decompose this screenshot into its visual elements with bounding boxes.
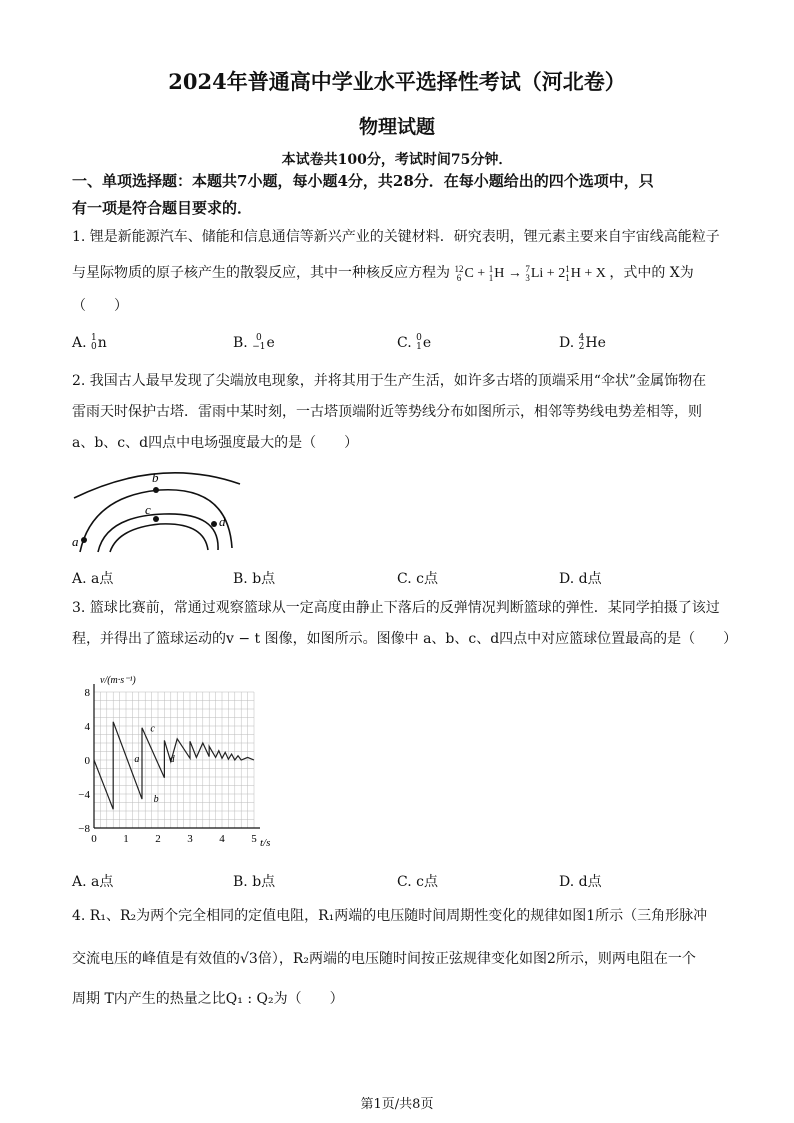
q2-line1: 2. 我国古人最早发现了尖端放电现象，并将其用于生产生活，如许多古塔的顶端采用“伞状”金属饰物在 bbox=[72, 373, 707, 389]
h-coefficient: 2 bbox=[558, 266, 566, 281]
q1-option-c[interactable]: C. 0 1e bbox=[397, 333, 432, 352]
section-heading-line1: 一、单项选择题：本题共7小题，每小题4分，共28分．在每小题给出的四个选项中，只 bbox=[72, 172, 654, 190]
vt-curve bbox=[94, 722, 254, 810]
point-labels bbox=[134, 724, 175, 806]
h-mass-number: 1 bbox=[488, 263, 494, 274]
q3-option-c[interactable]: C. c点 bbox=[397, 874, 438, 890]
y-tick-label: 8 bbox=[84, 687, 90, 699]
reaction-arrow: → bbox=[507, 266, 522, 281]
section-heading-line2: 有一项是符合题目要求的． bbox=[72, 199, 253, 217]
q1-line2-prefix: 与星际物质的原子核产生的散裂反应，其中一种核反应方程为 bbox=[72, 265, 450, 281]
x-axis-label: t/s bbox=[260, 837, 271, 849]
q1-bracket: （ ） bbox=[72, 298, 128, 314]
q3-option-b[interactable]: B. b点 bbox=[233, 874, 276, 890]
label-a: a bbox=[72, 534, 79, 549]
q4-line1: 4. R₁、R₂为两个完全相同的定值电阻，R₁两端的电压随时间周期性变化的规律如图1所示（三角形脉冲 bbox=[72, 908, 708, 924]
q4-line3: 周期 T内产生的热量之比Q₁ : Q₂为（ ） bbox=[72, 991, 344, 1007]
plus-sign-2: + bbox=[546, 266, 555, 281]
point-d bbox=[211, 521, 217, 527]
h2-mass-number: 1 bbox=[565, 263, 570, 274]
label-c: c bbox=[145, 502, 151, 517]
exam-title: 2024年普通高中学业水平选择性考试（河北卷） bbox=[168, 69, 626, 94]
x-tick-label: 3 bbox=[187, 833, 193, 845]
h-symbol: H bbox=[494, 266, 505, 281]
q2-line2: 雷雨天时保护古塔．雷雨中某时刻，一古塔顶端附近等势线分布如图所示，相邻等势线电势差相等，则 bbox=[72, 404, 702, 420]
q1-line2 bbox=[72, 264, 752, 283]
chart-ticks bbox=[78, 687, 257, 845]
x-tick-label: 4 bbox=[219, 833, 225, 845]
q1-option-b[interactable]: B. 0 −1e bbox=[233, 333, 275, 352]
plus-sign: + bbox=[477, 266, 486, 281]
point-a bbox=[81, 537, 87, 543]
x-tick-label: 1 bbox=[123, 833, 129, 845]
q1-line2-suffix: ，式中的 X为 bbox=[609, 265, 694, 281]
y-tick-label: −4 bbox=[78, 789, 90, 801]
h2-atomic-number: 1 bbox=[565, 272, 570, 283]
y-axis-label: v/(m·s⁻¹) bbox=[100, 675, 136, 686]
y-tick-label: −8 bbox=[78, 823, 90, 835]
subject-title: 物理试题 bbox=[358, 116, 435, 138]
li-mass-number: 7 bbox=[525, 263, 530, 274]
x-symbol: X bbox=[595, 266, 606, 281]
page-number: 第1页/共8页 bbox=[360, 1097, 434, 1112]
y-tick-label: 0 bbox=[84, 755, 90, 767]
q1-line1: 1. 锂是新能源汽车、储能和信息通信等新兴产业的关键材料．研究表明，锂元素主要来自宇宙线高能粒子 bbox=[72, 229, 720, 245]
point-label-c: c bbox=[150, 723, 155, 735]
label-b: b bbox=[152, 470, 159, 485]
c-mass-number: 12 bbox=[454, 263, 464, 274]
q2-option-c[interactable]: C. c点 bbox=[397, 571, 438, 587]
h-atomic-number: 1 bbox=[488, 272, 494, 283]
q3-option-d[interactable]: D. d点 bbox=[559, 874, 602, 890]
nuclear-equation bbox=[454, 263, 609, 283]
c-symbol: C bbox=[464, 266, 474, 281]
x-tick-label: 5 bbox=[251, 833, 257, 845]
point-label-a: a bbox=[134, 754, 140, 766]
li-symbol: Li bbox=[530, 266, 544, 281]
h2-symbol: H bbox=[570, 266, 581, 281]
q1-option-d[interactable]: D. 4 2He bbox=[559, 333, 606, 352]
point-c bbox=[153, 516, 159, 522]
point-label-d: d bbox=[169, 754, 175, 766]
q2-option-a[interactable]: A. a点 bbox=[72, 571, 114, 587]
q2-option-d[interactable]: D. d点 bbox=[559, 571, 602, 587]
x-tick-label: 2 bbox=[155, 833, 161, 845]
equipotential-diagram bbox=[68, 462, 248, 556]
li-atomic-number: 3 bbox=[525, 272, 530, 283]
plus-sign-3: + bbox=[584, 266, 593, 281]
exam-info: 本试卷共100分，考试时间75分钟． bbox=[281, 152, 513, 168]
q3-line2: 程，并得出了篮球运动的v − t 图像，如图所示。图像中 a、b、c、d四点中对应篮球位置最高的是（ ） bbox=[72, 631, 738, 647]
c-atomic-number: 6 bbox=[456, 272, 462, 283]
q3-option-a[interactable]: A. a点 bbox=[72, 874, 114, 890]
q4-line2: 交流电压的峰值是有效值的√3倍），R₂两端的电压随时间按正弦规律变化如图2所示，则两电阻在一个 bbox=[72, 951, 696, 967]
q2-option-b[interactable]: B. b点 bbox=[233, 571, 276, 587]
point-b bbox=[153, 487, 159, 493]
q2-line3: a、b、c、d四点中电场强度最大的是（ ） bbox=[72, 435, 359, 451]
label-d: d bbox=[219, 514, 226, 529]
q1-option-a[interactable]: A. 1 0n bbox=[72, 333, 107, 352]
vt-chart bbox=[70, 672, 280, 850]
x-tick-label: 0 bbox=[91, 833, 97, 845]
equipotential-line-4 bbox=[110, 524, 208, 552]
point-label-b: b bbox=[153, 794, 159, 806]
q3-line1: 3. 篮球比赛前，常通过观察篮球从一定高度由静止下落后的反弹情况判断篮球的弹性．某同学拍摄了该过 bbox=[72, 600, 720, 616]
y-tick-label: 4 bbox=[84, 721, 90, 733]
